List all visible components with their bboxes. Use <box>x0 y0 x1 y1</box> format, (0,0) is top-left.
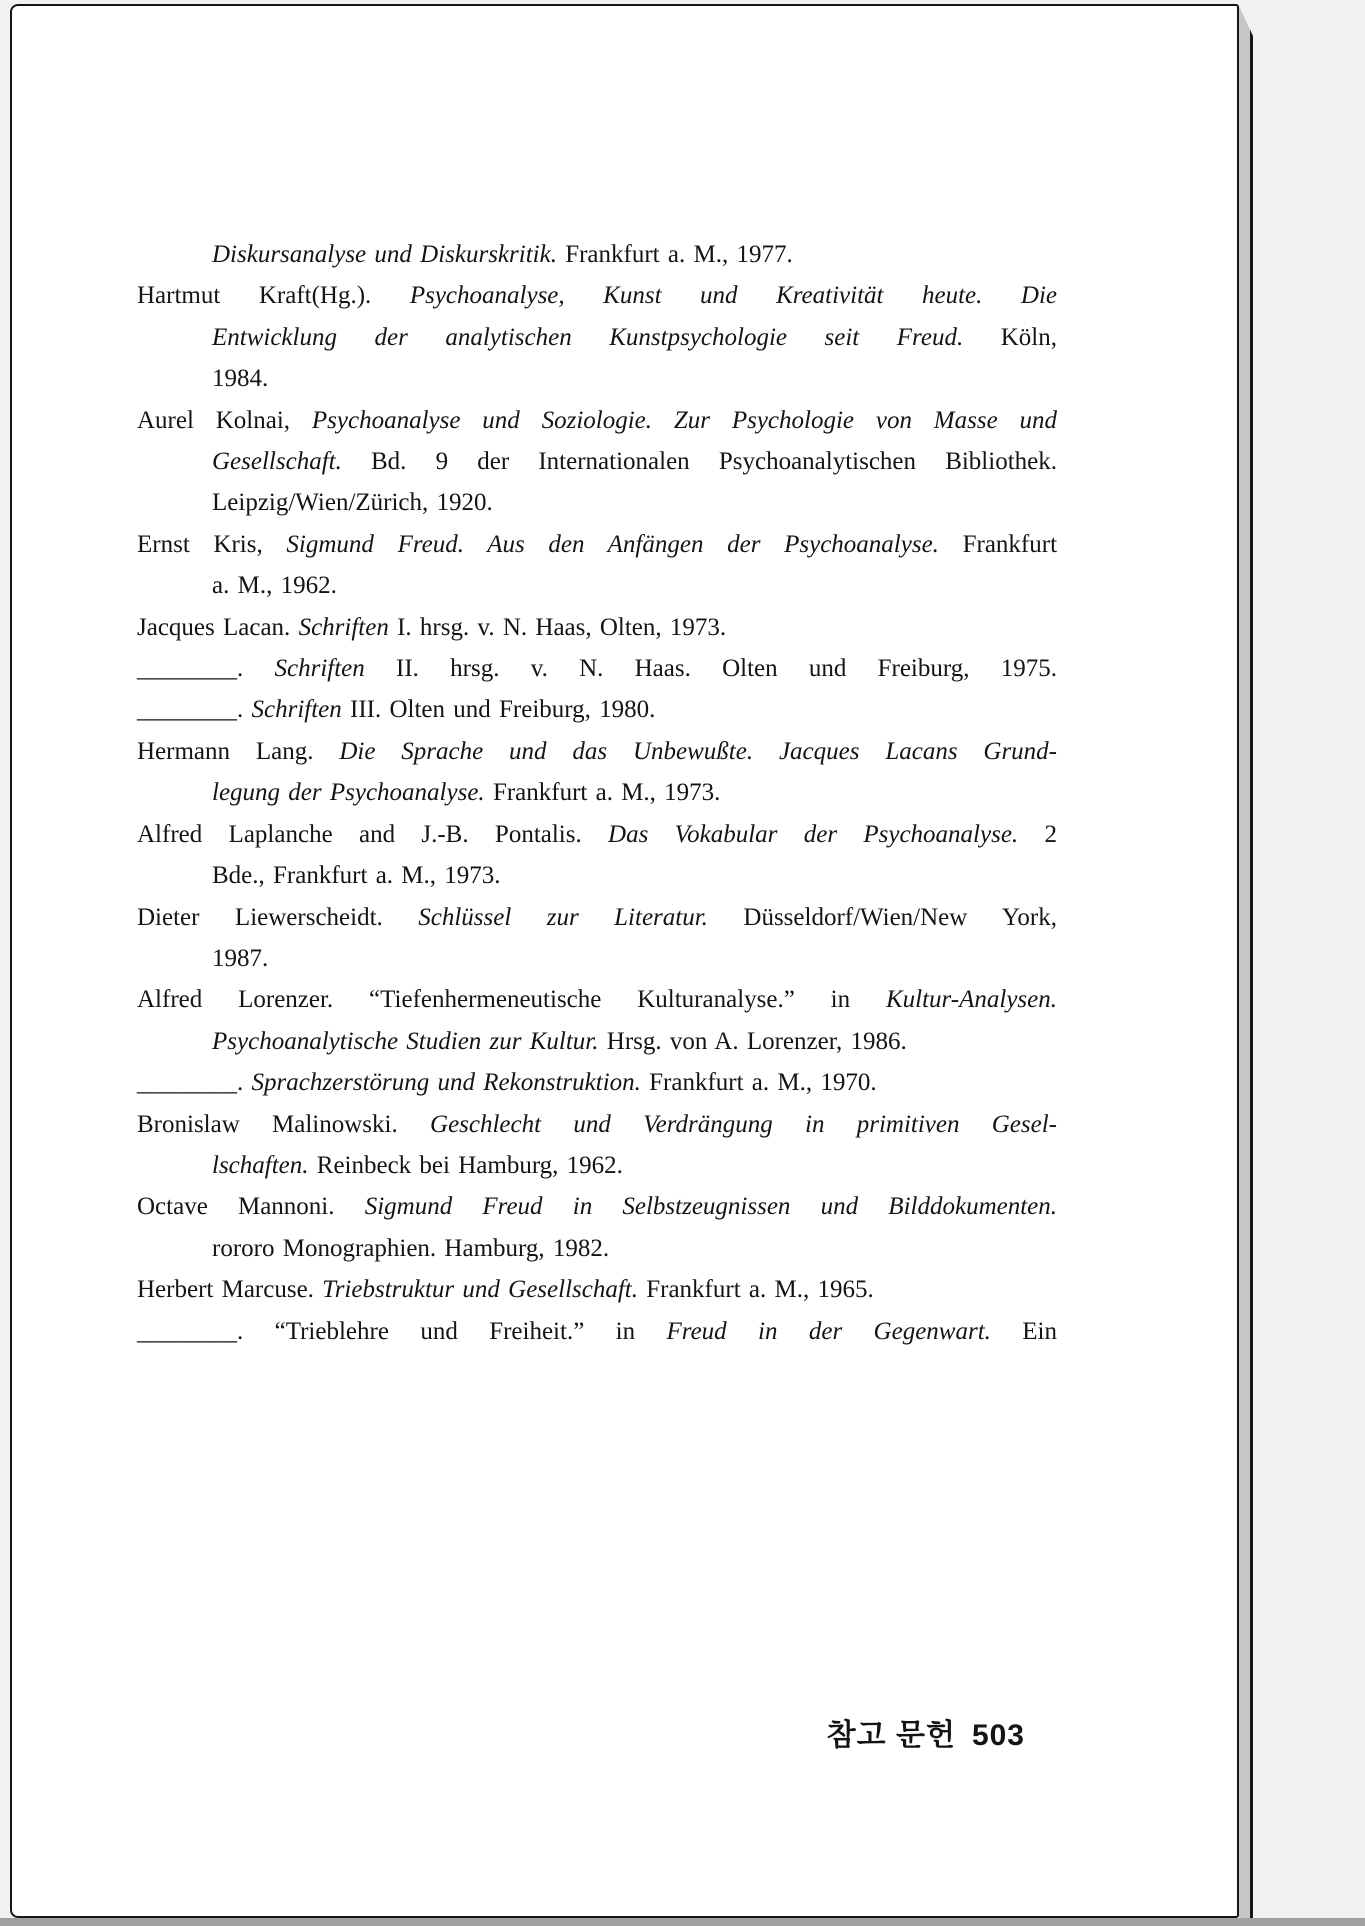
bib-line <box>137 1228 1057 1269</box>
bib-text-segment: 1987. <box>212 944 269 972</box>
bib-line <box>137 1145 1057 1186</box>
bib-text-segment: Düsseldorf/Wien/New York, <box>707 903 1057 931</box>
bib-text-segment: ________. “Trieblehre und Freiheit.” in <box>137 1317 667 1345</box>
bib-text-segment: Dieter Liewerscheidt. <box>137 903 419 931</box>
bib-text-segment: 1984. <box>212 365 269 393</box>
bib-text-segment: II. hrsg. v. N. Haas. Olten und Freiburg, 1975. <box>364 655 1057 683</box>
bib-text-segment: a. M., 1962. <box>212 572 337 600</box>
bib-title-segment: Sprachzerstörung und Rekonstruktion. <box>251 1069 641 1097</box>
page-footer <box>827 1710 1025 1754</box>
bib-line <box>137 358 1057 399</box>
scanned-page <box>10 4 1239 1918</box>
bib-title-segment: Kultur-Analysen. <box>885 986 1057 1014</box>
bib-text-segment: Ernst Kris, <box>137 530 287 558</box>
bib-text-segment: ________. <box>137 696 252 724</box>
bib-line <box>137 400 1057 441</box>
bib-title-segment: Schriften <box>251 696 342 724</box>
bib-text-segment: Hrsg. von A. Lorenzer, 1986. <box>598 1027 907 1055</box>
bib-title-segment: Gesellschaft. <box>212 448 342 476</box>
page-number: 503 <box>971 1719 1025 1752</box>
bib-title-segment: Schlüssel zur Literatur. <box>418 903 708 931</box>
bib-text-segment: Frankfurt <box>938 530 1058 558</box>
bib-line <box>137 1104 1057 1145</box>
bib-line <box>137 234 1057 275</box>
bib-line <box>137 731 1057 772</box>
bib-text-segment: I. hrsg. v. N. Haas, Olten, 1973. <box>388 613 727 641</box>
bib-line <box>137 855 1057 896</box>
bib-title-segment: Entwicklung der analytischen Kunstpsychologie seit Freud. <box>212 323 964 351</box>
bib-text-segment: rororo Monographien. Hamburg, 1982. <box>212 1234 610 1262</box>
bib-title-segment: legung der Psychoanalyse. <box>212 779 485 807</box>
bib-line <box>137 482 1057 523</box>
bib-line <box>137 441 1057 482</box>
bib-text-segment: Bronislaw Malinowski. <box>137 1110 431 1138</box>
bib-text-segment: Jacques Lacan. <box>137 613 299 641</box>
bib-title-segment: Triebstruktur und Gesellschaft. <box>322 1276 638 1304</box>
bib-text-segment: Köln, <box>963 323 1057 351</box>
bib-title-segment: Geschlecht und Verdrängung in primitiven Gesel- <box>430 1110 1058 1138</box>
bib-text-segment: 2 <box>1018 820 1057 848</box>
bib-line <box>137 938 1057 979</box>
bib-text-segment: Hermann Lang. <box>137 737 340 765</box>
bib-title-segment: lschaften. <box>212 1151 309 1179</box>
bib-text-segment: ________. <box>137 1069 252 1097</box>
bib-text-segment: Frankfurt a. M., 1977. <box>556 241 793 268</box>
bib-title-segment: Freud in der Gegenwart. <box>666 1317 991 1345</box>
bib-line <box>137 814 1057 855</box>
bib-line <box>137 565 1057 606</box>
bib-text-segment: Bd. 9 der Internationalen Psychoanalytischen Bibliothek. <box>341 448 1057 476</box>
bib-text-segment: Frankfurt a. M., 1970. <box>640 1069 877 1097</box>
bib-title-segment: Psychoanalyse und Soziologie. Zur Psychologie von Masse und <box>311 406 1057 434</box>
bib-line <box>137 979 1057 1020</box>
bib-title-segment: Die Sprache und das Unbewußte. Jacques Lacans Grund- <box>339 737 1058 765</box>
bib-line <box>137 1021 1057 1062</box>
bib-text-segment: Herbert Marcuse. <box>137 1276 323 1304</box>
bib-title-segment: Psychoanalyse, Kunst und Kreativität heute. Die <box>409 282 1058 310</box>
bib-text-segment: Alfred Lorenzer. “Tiefenhermeneutische Kulturanalyse.” in <box>137 986 886 1014</box>
bib-line <box>137 772 1057 813</box>
bib-text-segment: Aurel Kolnai, <box>137 406 312 434</box>
bib-title-segment: Das Vokabular der Psychoanalyse. <box>608 820 1019 848</box>
bib-title-segment: Sigmund Freud. Aus den Anfängen der Psychoanalyse. <box>286 530 939 558</box>
bib-title-segment: Schriften <box>274 655 365 683</box>
footer-label: 참고 문헌 <box>826 1719 956 1752</box>
bib-text-segment: Bde., Frankfurt a. M., 1973. <box>212 862 501 890</box>
bib-title-segment: Schriften <box>298 613 389 641</box>
bib-line <box>137 648 1057 689</box>
bib-line <box>137 275 1057 316</box>
bib-text-segment: Frankfurt a. M., 1973. <box>484 779 721 807</box>
bottom-scan-bar <box>0 1918 1365 1926</box>
bib-text-segment: Leipzig/Wien/Zürich, 1920. <box>212 489 493 517</box>
bib-text-segment: Octave Mannoni. <box>137 1193 365 1221</box>
bib-text-segment: Ein <box>990 1317 1057 1345</box>
bib-line <box>137 317 1057 358</box>
bib-line <box>137 524 1057 565</box>
bib-line <box>137 897 1057 938</box>
bib-line <box>137 1269 1057 1310</box>
bib-line <box>137 1062 1057 1103</box>
bib-title-segment: Psychoanalytische Studien zur Kultur. <box>212 1027 599 1055</box>
bib-title-segment: Diskursanalyse und Diskurskritik. <box>212 241 557 268</box>
bib-line <box>137 1311 1057 1352</box>
bib-text-segment: Hartmut Kraft(Hg.). <box>137 282 410 310</box>
bib-line <box>137 689 1057 730</box>
bib-text-segment: Alfred Laplanche and J.-B. Pontalis. <box>137 820 609 848</box>
bib-line <box>137 1186 1057 1227</box>
bib-title-segment: Sigmund Freud in Selbstzeugnissen und Bilddokumenten. <box>364 1193 1058 1221</box>
bib-text-segment: Reinbeck bei Hamburg, 1962. <box>308 1151 623 1179</box>
bib-text-segment: ________. <box>137 655 275 683</box>
bib-line <box>137 607 1057 648</box>
bib-text-segment: III. Olten und Freiburg, 1980. <box>341 696 656 724</box>
bib-text-segment: Frankfurt a. M., 1965. <box>637 1276 874 1304</box>
page-edge <box>1239 6 1253 1918</box>
bibliography <box>137 234 1057 1352</box>
